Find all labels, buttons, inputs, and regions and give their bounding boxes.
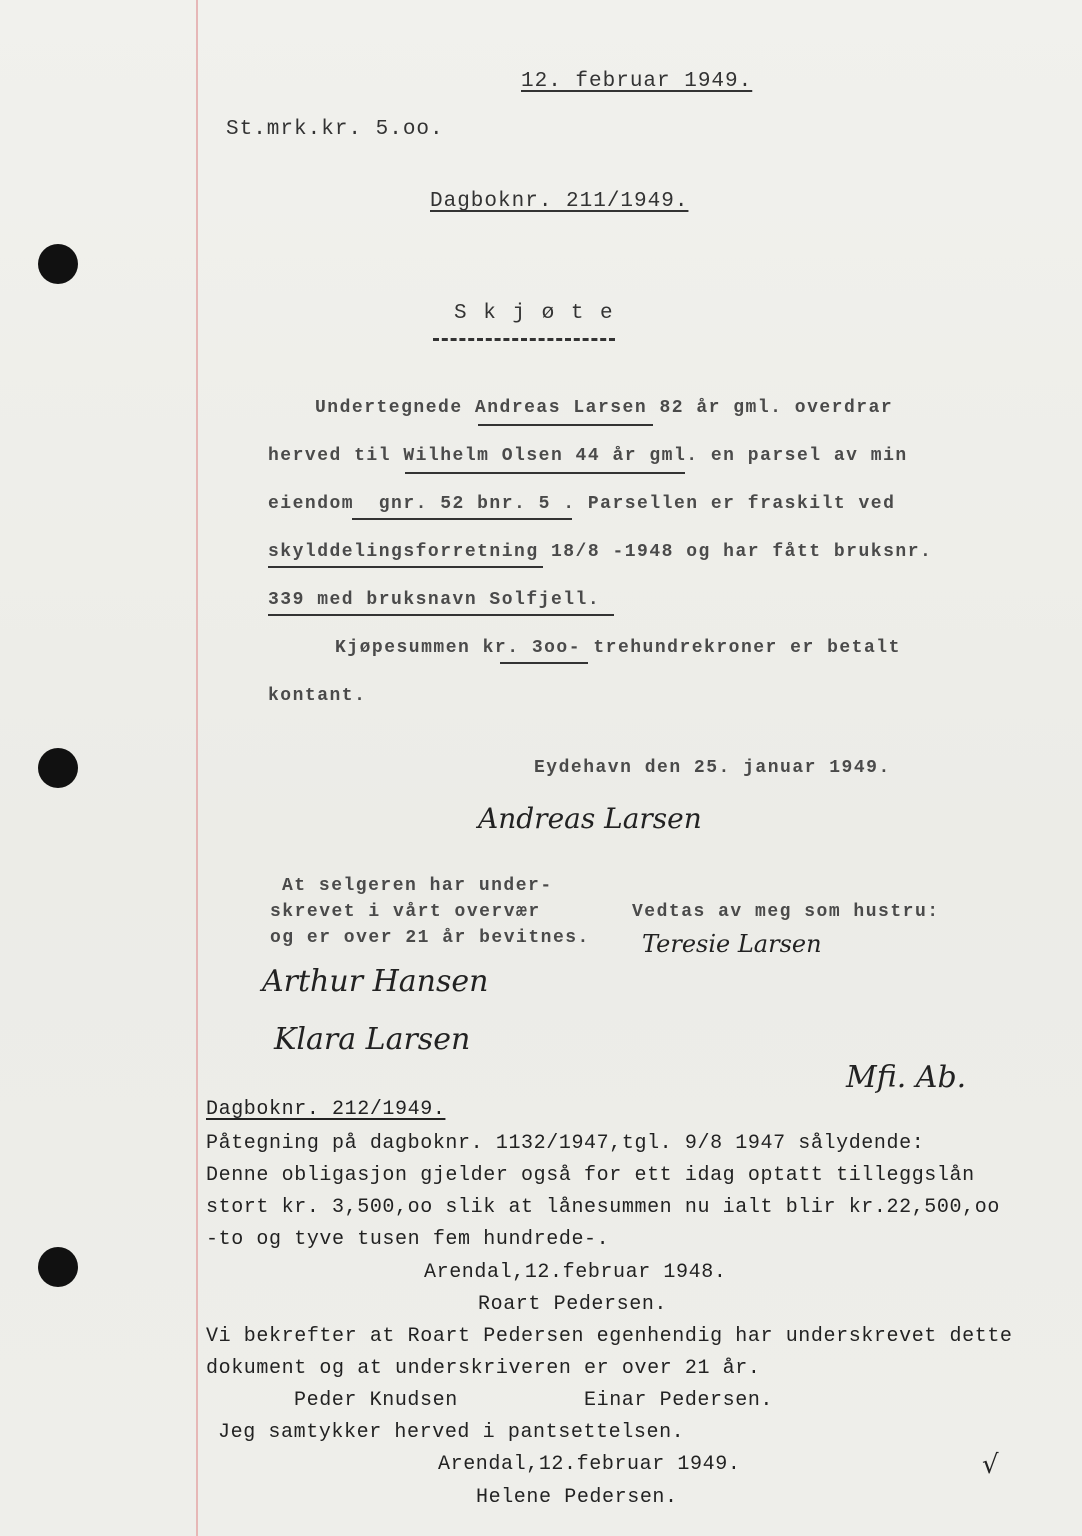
punch-hole-bottom (38, 1247, 78, 1287)
entry2-line-5: Arendal,12.februar 1948. (424, 1261, 727, 1284)
witness-signature-1: Arthur Hansen (262, 964, 489, 999)
witness-note-1: At selgeren har under- (282, 876, 553, 896)
wife-signature: Teresie Larsen (642, 930, 822, 958)
stamp-fee: St.mrk.kr. 5.oo. (226, 118, 444, 141)
payment-line-1: Kjøpesummen kr. 3oo- trehundrekroner er betalt (335, 638, 901, 658)
document-date: 12. februar 1949. (521, 70, 753, 93)
entry2-signature-helene: Helene Pedersen. (476, 1486, 678, 1509)
witness-note-2: skrevet i vårt overvær (270, 902, 541, 922)
deed-line-2: herved til Wilhelm Olsen 44 år gml. en parsel av min (268, 446, 908, 466)
entry2-line-8: dokument og at underskriveren er over 21 år. (206, 1357, 761, 1380)
underline-property (352, 518, 572, 520)
entry2-line-7: Vi bekrefter at Roart Pedersen egenhendig har underskrevet dette (206, 1325, 1013, 1348)
entry2-line-2: Denne obligasjon gjelder også for ett idag optatt tilleggslån (206, 1164, 975, 1187)
entry2-line-1: Påtegning på dagboknr. 1132/1947,tgl. 9/8 1947 sålydende: (206, 1132, 925, 1155)
margin-line (196, 0, 198, 1536)
witness-signature-2: Klara Larsen (274, 1022, 471, 1057)
entry2-place-date: Arendal,12.februar 1949. (438, 1453, 741, 1476)
payment-line-2: kontant. (268, 686, 367, 706)
deed-line-1: Undertegnede Andreas Larsen 82 år gml. overdrar (315, 398, 894, 418)
witness-note-3: og er over 21 år bevitnes. (270, 928, 590, 948)
title-underline (433, 338, 615, 341)
witness-peder: Peder Knudsen (294, 1389, 458, 1412)
underline-bruksnavn (268, 614, 614, 616)
seller-signature: Andreas Larsen (478, 802, 702, 835)
underline-seller-age (478, 424, 653, 426)
witness-einar: Einar Pedersen. (584, 1389, 774, 1412)
punch-hole-top (38, 244, 78, 284)
punch-hole-middle (38, 748, 78, 788)
underline-buyer (405, 472, 685, 474)
dagbok-number-2: Dagboknr. 212/1949. (206, 1098, 446, 1121)
dagbok-number-1: Dagboknr. 211/1949. (430, 190, 689, 213)
entry2-line-3: stort kr. 3,500,oo slik at lånesummen nu ialt blir kr.22,500,oo (206, 1196, 1000, 1219)
deed-title: S k j ø t e (454, 302, 615, 325)
deed-line-4: skylddelingsforretning 18/8 -1948 og har fått bruksnr. (268, 542, 933, 562)
place-date: Eydehavn den 25. januar 1949. (534, 758, 891, 778)
deed-line-5: 339 med bruksnavn Solfjell. (268, 590, 601, 610)
underline-amount (500, 662, 588, 664)
clerk-initials: Mfi. Ab. (846, 1060, 967, 1095)
wife-note: Vedtas av meg som hustru: (632, 902, 940, 922)
underline-registration (268, 566, 543, 568)
entry2-line-4: -to og tyve tusen fem hundrede-. (206, 1228, 610, 1251)
entry2-line-6: Roart Pedersen. (478, 1293, 668, 1316)
deed-line-3: eiendom gnr. 52 bnr. 5 . Parsellen er fraskilt ved (268, 494, 896, 514)
entry2-consent: Jeg samtykker herved i pantsettelsen. (218, 1421, 685, 1444)
check-mark: √ (982, 1450, 999, 1480)
